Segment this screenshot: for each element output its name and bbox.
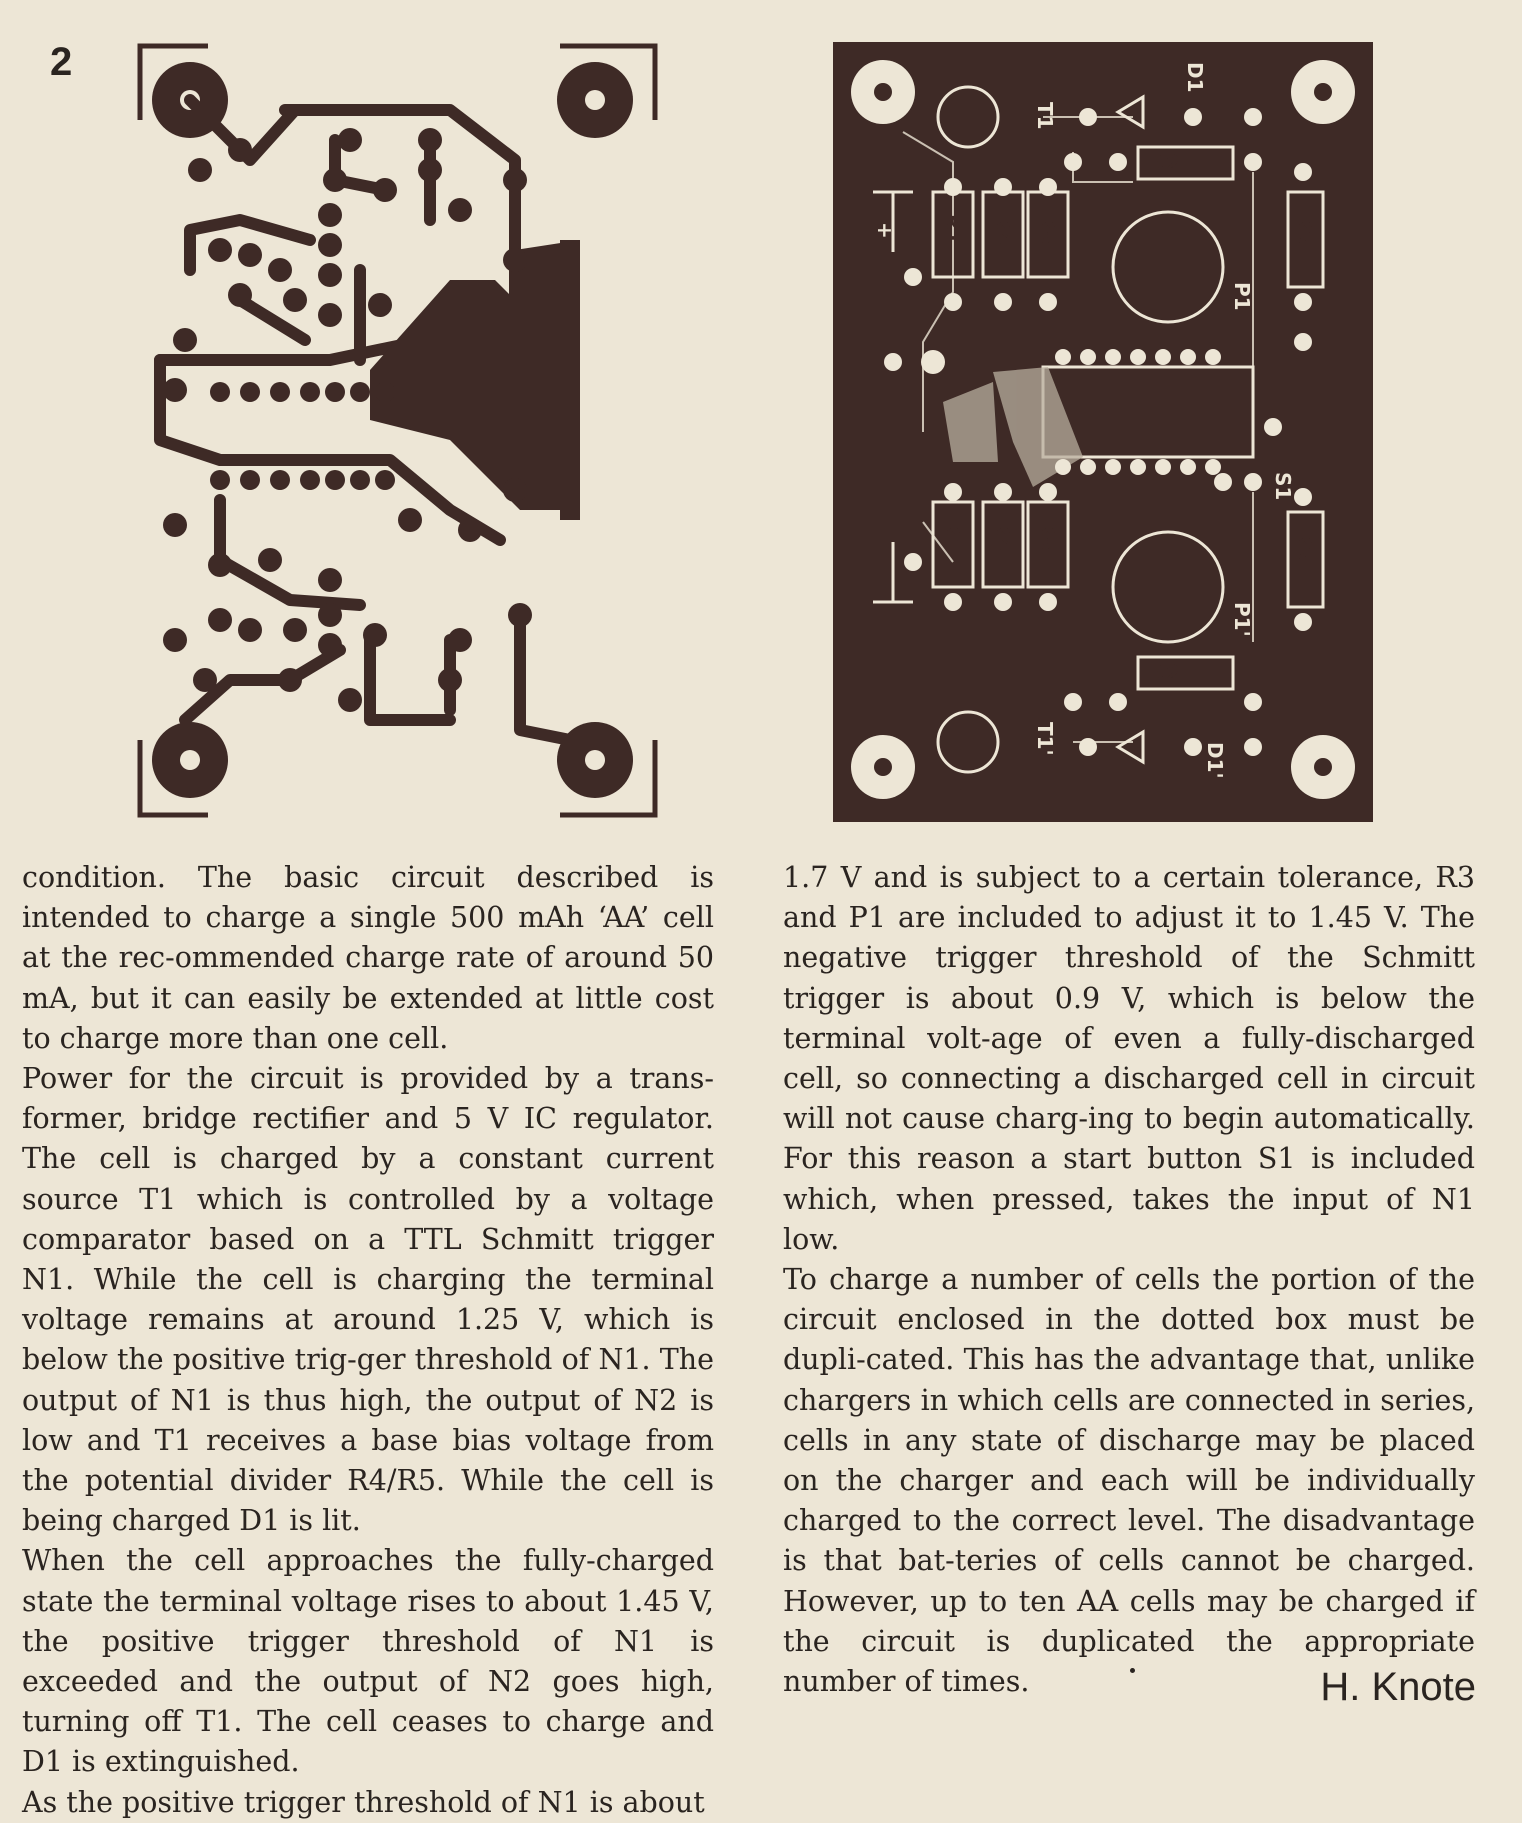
article-column-right: [783, 858, 1475, 1702]
article-column-left: [22, 858, 714, 1823]
pcb-label-r4-dup: R4': [990, 520, 1014, 558]
pcb-label-d1-dup: D1': [1203, 742, 1227, 779]
paragraph: As the positive trigger threshold of N1 is about: [22, 1785, 705, 1819]
pcb-label-r5-dup: R5': [1035, 520, 1059, 558]
pcb-label-d1: D1: [1183, 62, 1207, 93]
pcb-label-p1: P1: [1230, 282, 1254, 311]
paragraph: 1.7 V and is subject to a certain tolerance, R3 and P1 are included to adjust it to 1.45 V. The negative trigger threshold of the Schmitt trigger is about 0.9 V, which is below the terminal volt-age of even a fully-discharged cell, so connecting a discharged cell in circuit will not cause charg-ing to begin automatically. For this reason a start button S1 is included which, when pressed, takes the input of N1 low.: [783, 861, 1475, 1256]
pcb-copper-layout: [120, 40, 660, 830]
pcb-label-p1-dup: P1': [1230, 602, 1254, 637]
pcb-label-s1: S1: [1271, 472, 1295, 501]
pcb-label-r2: R2: [1148, 152, 1181, 177]
paragraph: When the cell approaches the fully-charged state the terminal voltage rises to about 1.45 V, the positive trigger threshold of N1 is exceeded and the output of N2 goes high, turning off T1. The cell ceases to charge and D1 is extinguished.: [22, 1544, 714, 1779]
pcb-label-t1: T1: [1033, 102, 1057, 130]
pcb-component-layout: [833, 42, 1373, 822]
pcb-label-r1-dup: R1': [940, 520, 964, 558]
pcb-label-r1: R1: [940, 214, 964, 245]
pcb-label-plus: +: [873, 222, 897, 239]
pcb-label-t1-dup: T1': [1033, 722, 1057, 756]
pcb-label-r3-dup: R3': [1292, 530, 1316, 568]
figure-number: 2: [50, 40, 73, 84]
pcb-label-r3: R3: [1292, 214, 1316, 245]
pcb-label-r5: R5: [1035, 214, 1059, 245]
paragraph: condition. The basic circuit described is intended to charge a single 500 mAh ‘AA’ cell at the rec-ommended charge rate of around 50 mA, but it can easily be extended at little cost to charge more than one cell.: [22, 861, 714, 1055]
author-byline: H. Knote: [1320, 1665, 1476, 1709]
pcb-label-r4: R4: [990, 214, 1014, 245]
pcb-label-r2-dup: R2: [1148, 662, 1181, 687]
paragraph: To charge a number of cells the portion of the circuit enclosed in the dotted box must be dupli-cated. This has the advantage that, unlike chargers in which cells are connected in series, cells in any state of discharge may be placed on the charger and each will be individually charged to the correct level. The disadvantage is that bat-teries of cells cannot be charged. However, up to ten AA cells may be charged if the circuit is duplicated the appropriate number of times.: [783, 1263, 1475, 1699]
paragraph: Power for the circuit is provided by a trans-former, bridge rectifier and 5 V IC regulator. The cell is charged by a constant current source T1 which is controlled by a voltage comparator based on a TTL Schmitt trigger N1. While the cell is charging the terminal voltage remains at around 1.25 V, which is below the positive trig-ger threshold of N1. The output of N1 is thus high, the output of N2 is low and T1 receives a base bias voltage from the potential divider R4/R5. While the cell is being charged D1 is lit.: [22, 1062, 714, 1538]
print-speck: [1130, 1668, 1135, 1673]
